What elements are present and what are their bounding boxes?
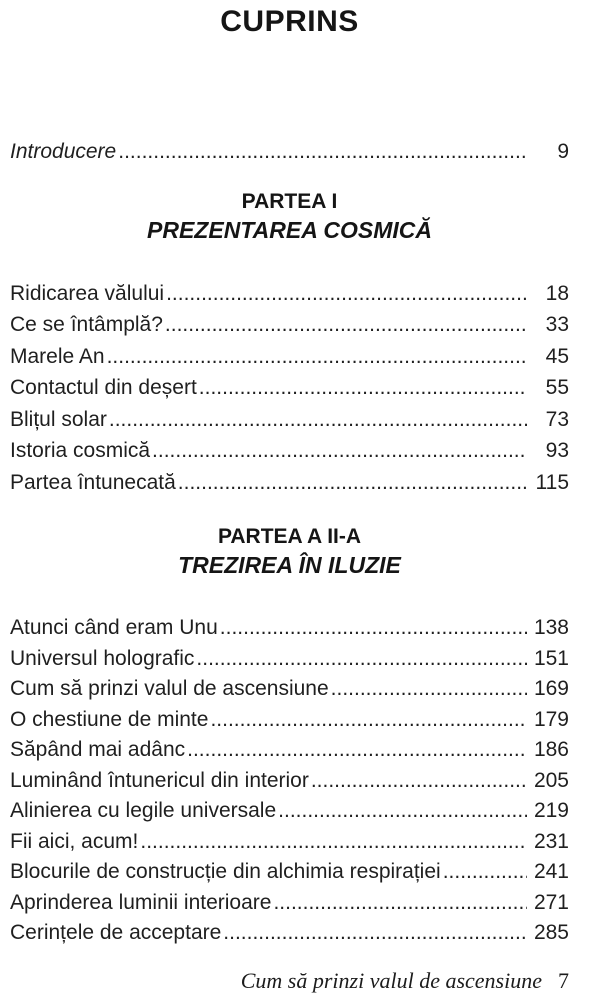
dot-leader: [276, 796, 527, 827]
toc-entry-title: Blocurile de construcție din alchimia respirației: [10, 860, 441, 883]
toc-entry-page: 179: [533, 707, 569, 731]
toc-entry: [10, 888, 569, 919]
toc-entry-title: Blițul solar: [10, 407, 107, 431]
toc-entry-page: 138: [533, 616, 569, 639]
dot-leader: [185, 735, 527, 766]
toc-entry: [10, 278, 569, 310]
toc-entry-page: 33: [545, 313, 569, 336]
section-subheading: TREZIREA ÎN ILUZIE: [178, 552, 401, 578]
dot-leader: [107, 404, 527, 436]
toc-entry: [10, 705, 569, 736]
section-entries: [10, 278, 569, 499]
section-entries: [10, 613, 569, 949]
toc-entry-page: 18: [545, 281, 569, 305]
toc-entry: [10, 372, 569, 404]
footer-page-number: 7: [558, 967, 569, 993]
toc-entry-page: 55: [545, 376, 569, 399]
running-book-title: Cum să prinzi valul de ascensiune: [240, 967, 542, 993]
toc-entry-page: 9: [557, 140, 569, 163]
toc-sections: [10, 189, 569, 949]
dot-leader: [197, 372, 527, 404]
dot-leader: [116, 136, 527, 168]
toc-entry-title: Fii aici, acum!: [10, 829, 139, 853]
toc-entry-title: Ridicarea vălului: [10, 281, 165, 305]
toc-entry-page: 186: [533, 738, 569, 761]
toc-section: [10, 189, 569, 499]
toc-entry-title: Ce se întâmplă?: [10, 313, 163, 336]
toc-entry: [10, 435, 569, 467]
toc-entry-title: Marele An: [10, 344, 105, 368]
toc-entry-title: Partea întunecată: [10, 470, 176, 494]
dot-leader: [105, 341, 527, 373]
toc-entry-title: Contactul din deșert: [10, 376, 197, 399]
toc-entry-page: 231: [533, 829, 569, 853]
toc-entry-title: Cum să prinzi valul de ascensiune: [10, 677, 329, 700]
toc-entry-title: Universul holografic: [10, 646, 195, 670]
toc-entry: [10, 857, 569, 888]
toc-entry: [10, 613, 569, 644]
toc-entry-title: Luminând întunericul din interior: [10, 768, 309, 792]
toc-entry-page: 285: [533, 921, 569, 944]
section-subheading: PREZENTAREA COSMICĂ: [147, 216, 432, 243]
dot-leader: [208, 705, 527, 736]
section-heading: PARTEA I: [241, 189, 338, 213]
toc-entry-page: 205: [533, 768, 569, 792]
dot-leader: [271, 888, 527, 919]
toc-entry: [10, 796, 569, 827]
toc-entry: [10, 467, 569, 499]
toc-entry-page: 271: [533, 890, 569, 914]
dot-leader: [150, 435, 527, 467]
toc-entry-page: 219: [533, 799, 569, 822]
toc-entry-introducere: [10, 136, 569, 168]
toc-entry: [10, 644, 569, 675]
toc-entry-title: Alinierea cu legile universale: [10, 799, 277, 822]
toc-entry-page: 93: [545, 439, 569, 462]
dot-leader: [138, 827, 527, 858]
toc-entry-title: Aprinderea luminii interioare: [10, 890, 272, 914]
toc-entry-page: 45: [545, 344, 569, 368]
toc-entry: [10, 309, 569, 341]
toc-entry: [10, 735, 569, 766]
toc-entry: [10, 827, 569, 858]
page-title: CUPRINS: [220, 5, 359, 38]
toc-entry: [10, 674, 569, 705]
dot-leader: [164, 278, 527, 310]
toc-entry-title: Atunci când eram Unu: [10, 616, 218, 639]
toc-entry: [10, 404, 569, 436]
toc-entry-title: O chestiune de minte: [10, 707, 209, 731]
toc-entry-page: 115: [535, 470, 569, 494]
toc-entry-page: 241: [533, 860, 569, 883]
toc-entry-title: Săpând mai adânc: [10, 738, 186, 761]
dot-leader: [218, 613, 527, 644]
dot-leader: [194, 644, 527, 675]
toc-entry-page: 169: [533, 677, 569, 700]
toc-entry-page: 73: [545, 407, 569, 431]
toc-entry-title: Cerințele de acceptare: [10, 921, 222, 944]
toc-entry-title: Istoria cosmică: [10, 439, 151, 462]
section-heading: PARTEA A II-A: [217, 525, 362, 548]
page-footer: [10, 967, 569, 995]
toc-section: [10, 524, 569, 949]
toc-entry: [10, 341, 569, 373]
dot-leader: [309, 766, 527, 797]
toc-entry-page: 151: [533, 646, 569, 670]
toc-entry: [10, 918, 569, 949]
toc-entry: [10, 766, 569, 797]
dot-leader: [221, 918, 527, 949]
dot-leader: [163, 309, 527, 341]
dot-leader: [176, 467, 527, 499]
dot-leader: [441, 857, 527, 888]
dot-leader: [329, 674, 527, 705]
toc-entry-title: Introducere: [10, 140, 117, 163]
